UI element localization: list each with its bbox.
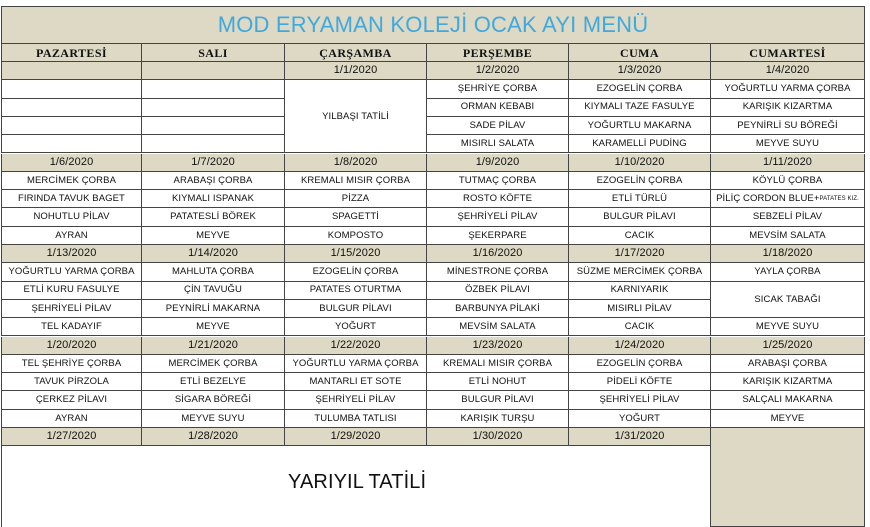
menu-item: TEL ŞEHRİYE ÇORBA (1, 355, 142, 373)
menu-item: ÇİN TAVUĞU (142, 282, 285, 300)
date-cell: 1/4/2020 (711, 62, 865, 80)
menu-item-note: PATATES KIZ. (819, 195, 859, 202)
menu-item: KÖYLÜ ÇORBA (711, 172, 865, 190)
menu-item: EZOGELİN ÇORBA (569, 172, 711, 190)
menu-item: MEYVE SUYU (142, 410, 285, 428)
menu-item-text: PİLİÇ CORDON BLUE+ (716, 192, 820, 204)
day-header: CUMARTESİ (711, 44, 865, 62)
date-cell: 1/21/2020 (142, 337, 285, 355)
menu-item: YOĞURTLU MAKARNA (569, 117, 711, 135)
menu-item: ARABAŞI ÇORBA (142, 172, 285, 190)
date-cell: 1/17/2020 (569, 245, 711, 263)
menu-item: SÜZME MERCİMEK ÇORBA (569, 263, 711, 281)
menu-item: EZOGELİN ÇORBA (569, 80, 711, 98)
menu-item: SADE PİLAV (427, 117, 569, 135)
day-header: SALI (142, 44, 285, 62)
menu-item: MİNESTRONE ÇORBA (427, 263, 569, 281)
menu-item: MEYVE SUYU (711, 135, 865, 153)
menu-item: ŞEHRİYELİ PİLAV (1, 300, 142, 318)
date-cell: 1/18/2020 (711, 245, 865, 263)
menu-item: ŞEHRİYELİ PİLAV (285, 391, 427, 409)
menu-item: YOĞURTLU YARMA ÇORBA (1, 263, 142, 281)
menu-item: EZOGELİN ÇORBA (285, 263, 427, 281)
menu-item: YOĞURT (285, 318, 427, 336)
menu-item: YOĞURTLU YARMA ÇORBA (285, 355, 427, 373)
menu-item: ŞEHRİYE ÇORBA (427, 80, 569, 98)
menu-item: NOHUTLU PİLAV (1, 208, 142, 226)
date-cell: 1/31/2020 (569, 428, 711, 446)
date-cell: 1/2/2020 (427, 62, 569, 80)
date-cell: 1/28/2020 (142, 428, 285, 446)
menu-item: ORMAN KEBABI (427, 99, 569, 117)
menu-item: BARBUNYA PİLAKİ (427, 300, 569, 318)
date-cell: 1/15/2020 (285, 245, 427, 263)
menu-item: MERCİMEK ÇORBA (142, 355, 285, 373)
menu-item: PEYNİRLİ MAKARNA (142, 300, 285, 318)
menu-sheet (1, 6, 865, 527)
menu-item: KREMALI MISIR ÇORBA (285, 172, 427, 190)
menu-item: MISIRLI PİLAV (569, 300, 711, 318)
menu-item: KIYMALI TAZE FASULYE (569, 99, 711, 117)
empty-cell (142, 135, 285, 153)
date-cell (142, 62, 285, 80)
menu-item: ŞEKERPARE (427, 227, 569, 245)
empty-cell (711, 428, 865, 527)
menu-item: PİDELİ KÖFTE (569, 373, 711, 391)
menu-item: ŞEHRİYELİ PİLAV (569, 391, 711, 409)
menu-item (711, 190, 865, 208)
menu-item: ÇERKEZ PİLAVI (1, 391, 142, 409)
menu-item: AYRAN (1, 227, 142, 245)
date-cell: 1/8/2020 (285, 154, 427, 172)
empty-cell (1, 117, 142, 135)
menu-item: CACIK (569, 227, 711, 245)
date-cell: 1/23/2020 (427, 337, 569, 355)
date-cell: 1/11/2020 (711, 154, 865, 172)
menu-item: PİZZA (285, 190, 427, 208)
date-cell: 1/6/2020 (1, 154, 142, 172)
menu-item: ETLİ BEZELYE (142, 373, 285, 391)
empty-cell (142, 117, 285, 135)
menu-item: SPAGETTİ (285, 208, 427, 226)
menu-item: EZOGELİN ÇORBA (569, 355, 711, 373)
menu-item: TEL KADAYIF (1, 318, 142, 336)
menu-item: AYRAN (1, 410, 142, 428)
menu-item: YOĞURTLU YARMA ÇORBA (711, 80, 865, 98)
page-title: MOD ERYAMAN KOLEJİ OCAK AYI MENÜ (1, 6, 865, 44)
date-cell: 1/14/2020 (142, 245, 285, 263)
menu-item: ROSTO KÖFTE (427, 190, 569, 208)
menu-item: BULGUR PİLAVI (569, 208, 711, 226)
menu-item: PATATESLİ BÖREK (142, 208, 285, 226)
menu-item: PEYNİRLİ SU BÖREĞİ (711, 117, 865, 135)
empty-cell (142, 80, 285, 98)
date-cell: 1/20/2020 (1, 337, 142, 355)
date-cell (1, 62, 142, 80)
menu-item: ETLİ NOHUT (427, 373, 569, 391)
holiday-cell: YILBAŞI TATİLİ (285, 80, 427, 153)
date-cell: 1/22/2020 (285, 337, 427, 355)
day-header: ÇARŞAMBA (285, 44, 427, 62)
menu-item: KREMALI MISIR ÇORBA (427, 355, 569, 373)
date-cell: 1/30/2020 (427, 428, 569, 446)
menu-item: MEYVE SUYU (711, 318, 865, 336)
menu-item: MERCİMEK ÇORBA (1, 172, 142, 190)
empty-cell (1, 80, 142, 98)
menu-item: PATATES OTURTMA (285, 282, 427, 300)
menu-item: YAYLA ÇORBA (711, 263, 865, 281)
menu-item: KOMPOSTO (285, 227, 427, 245)
menu-item: YOĞURT (569, 410, 711, 428)
date-cell: 1/1/2020 (285, 62, 427, 80)
holiday-cell: YARIYIL TATİLİ (1, 446, 711, 527)
menu-item: SİGARA BÖREĞİ (142, 391, 285, 409)
menu-item: CACIK (569, 318, 711, 336)
date-cell: 1/9/2020 (427, 154, 569, 172)
menu-item: TUTMAÇ ÇORBA (427, 172, 569, 190)
date-cell: 1/16/2020 (427, 245, 569, 263)
menu-item: BULGUR PİLAVI (427, 391, 569, 409)
day-header: CUMA (569, 44, 711, 62)
empty-cell (1, 99, 142, 117)
day-header: PERŞEMBE (427, 44, 569, 62)
menu-item: MEVSİM SALATA (711, 227, 865, 245)
date-cell: 1/24/2020 (569, 337, 711, 355)
date-cell: 1/3/2020 (569, 62, 711, 80)
menu-item: MEYVE (711, 410, 865, 428)
menu-item: MEVSİM SALATA (427, 318, 569, 336)
date-cell: 1/25/2020 (711, 337, 865, 355)
menu-item: MEYVE (142, 227, 285, 245)
date-cell: 1/13/2020 (1, 245, 142, 263)
empty-cell (142, 99, 285, 117)
menu-item: KARNIYARIK (569, 282, 711, 300)
menu-item: ÖZBEK PİLAVI (427, 282, 569, 300)
menu-item: KARIŞIK KIZARTMA (711, 373, 865, 391)
menu-item: KARIŞIK KIZARTMA (711, 99, 865, 117)
menu-item: MAHLUTA ÇORBA (142, 263, 285, 281)
date-cell: 1/7/2020 (142, 154, 285, 172)
day-header: PAZARTESİ (1, 44, 142, 62)
menu-item: SICAK TABAĞI (711, 282, 865, 319)
menu-item: ARABAŞI ÇORBA (711, 355, 865, 373)
menu-item: MANTARLI ET SOTE (285, 373, 427, 391)
menu-item: ETLİ KURU FASULYE (1, 282, 142, 300)
menu-item: ETLİ TÜRLÜ (569, 190, 711, 208)
menu-item: FIRINDA TAVUK BAGET (1, 190, 142, 208)
date-cell: 1/10/2020 (569, 154, 711, 172)
empty-cell (1, 135, 142, 153)
menu-item: SEBZELİ PİLAV (711, 208, 865, 226)
menu-item: KIYMALI ISPANAK (142, 190, 285, 208)
menu-item: MEYVE (142, 318, 285, 336)
menu-item: ŞEHRİYELİ PİLAV (427, 208, 569, 226)
menu-item: KARIŞIK TURŞU (427, 410, 569, 428)
menu-item: BULGUR PİLAVI (285, 300, 427, 318)
menu-item: SALÇALI MAKARNA (711, 391, 865, 409)
menu-item: TAVUK PİRZOLA (1, 373, 142, 391)
menu-item: KARAMELLİ PUDİNG (569, 135, 711, 153)
date-cell: 1/27/2020 (1, 428, 142, 446)
menu-item: MISIRLI SALATA (427, 135, 569, 153)
date-cell: 1/29/2020 (285, 428, 427, 446)
menu-item: TULUMBA TATLISI (285, 410, 427, 428)
